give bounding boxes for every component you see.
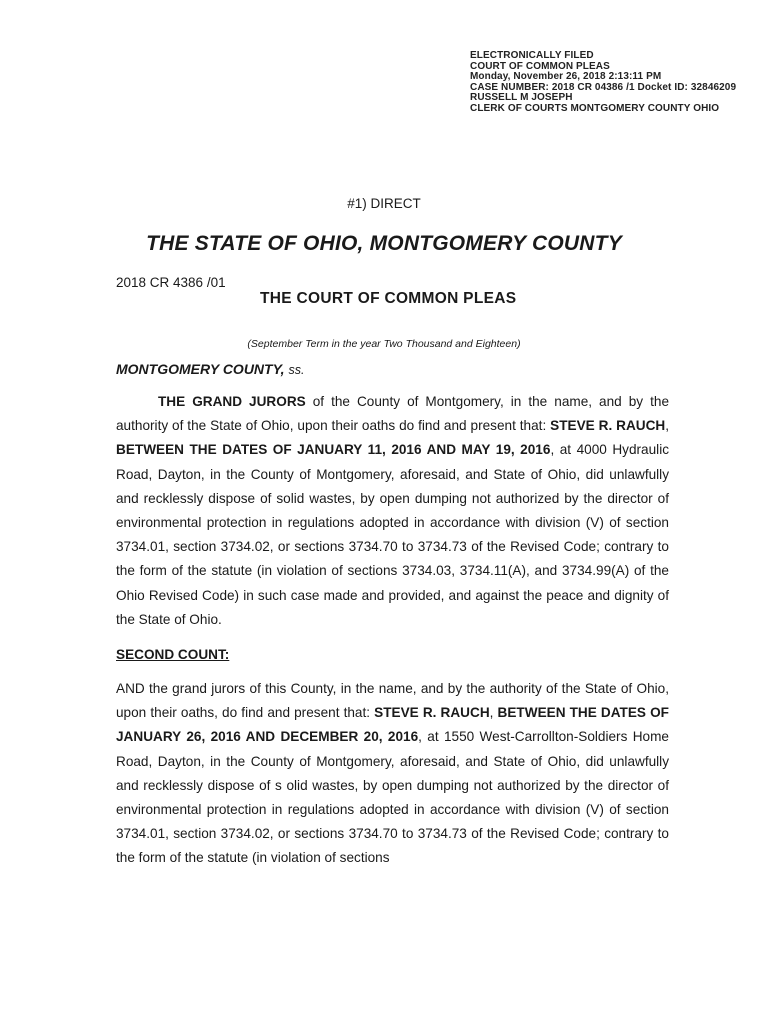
count-one-text-a: of the County of Montgomery, in the name, and by the authority of the State of Ohio, upon their oaths do find and present that: [116,394,670,434]
county-line [116,361,304,377]
ss-abbrev: ss. [288,363,305,377]
electronic-filing-stamp [470,51,736,114]
direct-label: #1) DIRECT [347,196,421,211]
count-one-defendant: STEVE R. RAUCH [550,418,666,434]
count-one-sep: , [665,418,669,434]
stamp-line: ELECTRONICALLY FILED [470,50,594,61]
count-two-dates: BETWEEN THE DATES OF JANUARY 26, 2016 AND DECEMBER 20, 2016 [116,705,669,745]
page-title: THE STATE OF OHIO, MONTGOMERY COUNTY [146,232,622,255]
court-title: THE COURT OF COMMON PLEAS [260,290,517,307]
second-count-heading: SECOND COUNT: [116,647,230,662]
count-two-defendant: STEVE R. RAUCH [374,705,490,721]
stamp-line: RUSSELL M JOSEPH [470,92,573,103]
stamp-line: CLERK OF COURTS MONTGOMERY COUNTY OHIO [470,102,720,114]
count-two-paragraph [116,677,669,871]
count-one-dates: BETWEEN THE DATES OF JANUARY 11, 2016 AND MAY 19, 2016 [116,442,551,458]
count-two-text-a: AND the grand jurors of this County, in the name, and by the authority of the State of Ohio, upon their oaths, do find and present that: [116,681,669,721]
county-name: MONTGOMERY COUNTY, [116,361,285,377]
case-number: 2018 CR 4386 /01 [116,275,226,290]
stamp-line: Monday, November 26, 2018 2:13:11 PM [470,71,662,82]
stamp-line: CASE NUMBER: 2018 CR 04386 /1 Docket ID: 32846209 [470,81,737,93]
count-two-text-b: , at 1550 West-Carrollton-Soldiers Home Road, Dayton, in the County of Montgomery, aforesaid, and State of Ohio, did unlawfully and recklessly dispose of s olid wastes, by open dumping not authorized by the director of environmental protection in regulations adopted in accordance with division (V) of section 3734.01, section 3734.02, or sections 3734.70 to 3734.73 of the Revised Code; contrary to the form of the statute (in violation of sections [116,729,669,866]
count-one-lead: THE GRAND JURORS [158,394,306,409]
count-two-sep: , [489,705,498,721]
count-one-paragraph [116,390,669,632]
stamp-line: COURT OF COMMON PLEAS [470,60,610,72]
term-note: (September Term in the year Two Thousand and Eighteen) [247,338,521,350]
count-one-text-b: , at 4000 Hydraulic Road, Dayton, in the County of Montgomery, aforesaid, and State of Ohio, did unlawfully and recklessly dispose of solid wastes, by open dumping not authorized by the director of environmental protection in regulations adopted in accordance with division (V) of section 3734.01, section 3734.02, or sections 3734.70 to 3734.73 of the Revised Code; contrary to the form of the statute (in violation of sections 3734.03, 3734.11(A), and 3734.99(A) of the Ohio Revised Code) in such case made and provided, and against the peace and dignity of the State of Ohio. [116,442,670,627]
